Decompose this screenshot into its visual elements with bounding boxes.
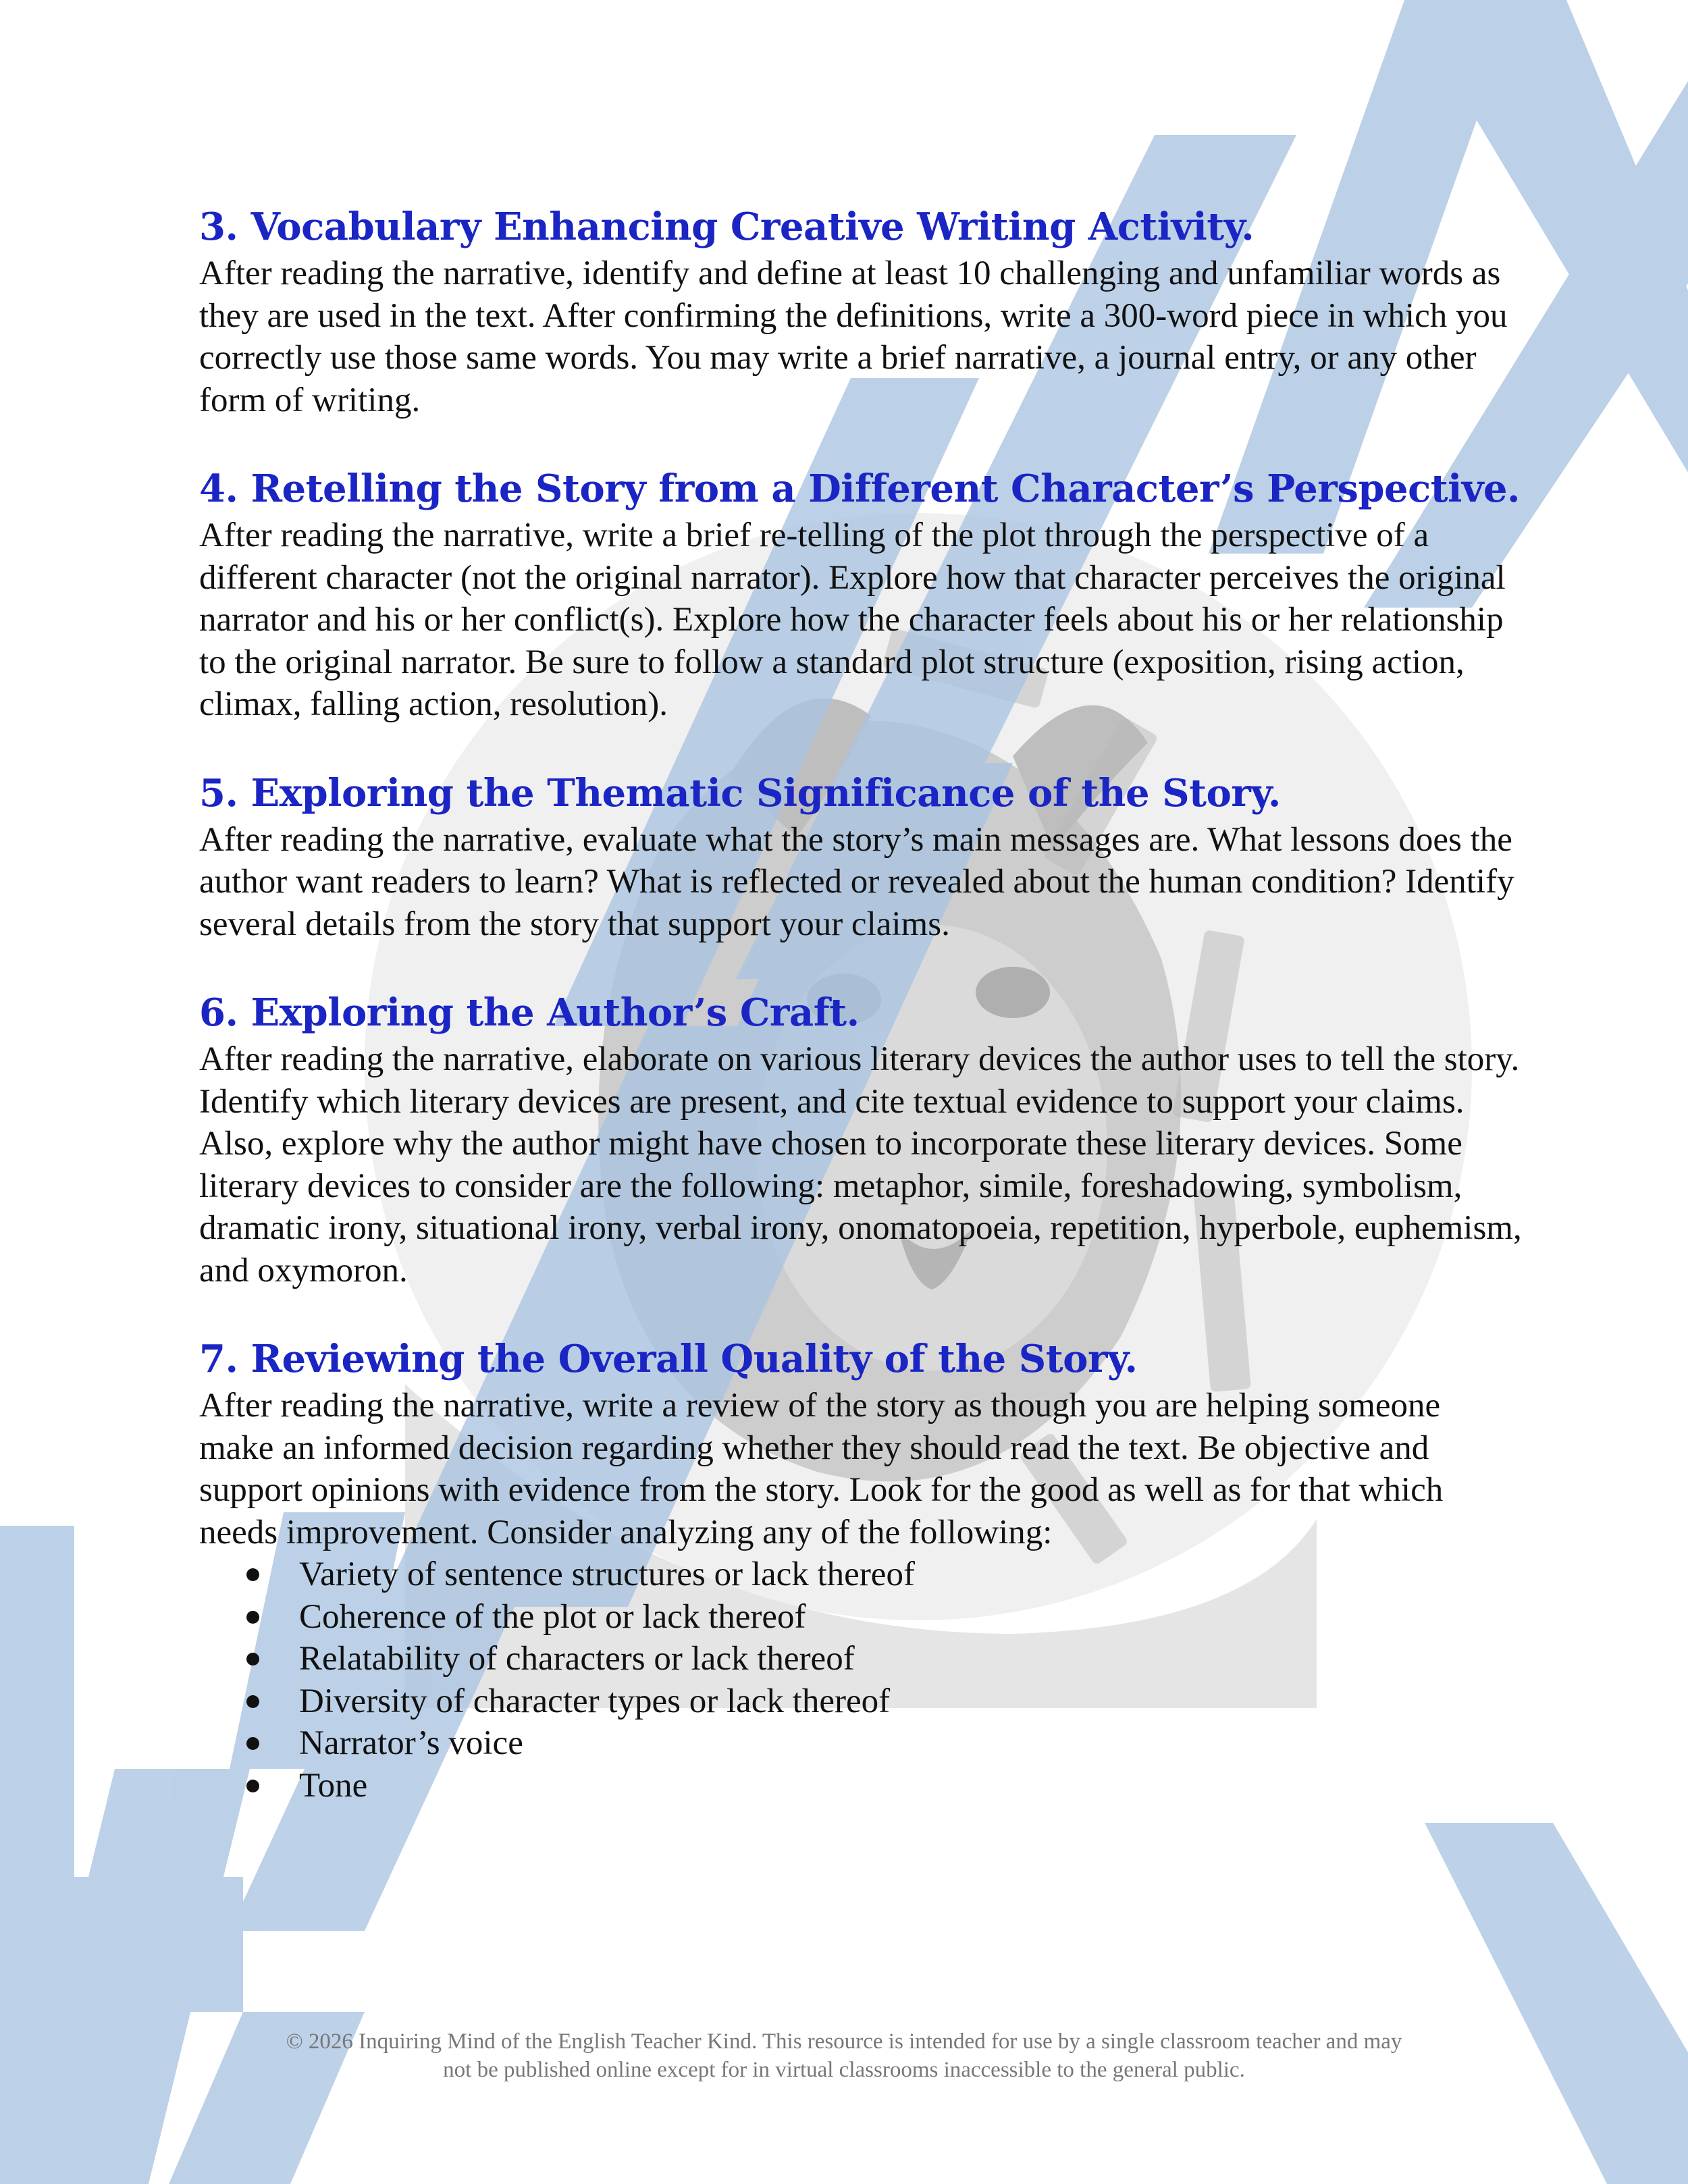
bullet-icon <box>246 1780 259 1792</box>
activity-title-4: 4. Retelling the Story from a Different Character’s Perspective. <box>199 467 1521 511</box>
activity-body-6: After reading the narrative, elaborate on various literary devices the author uses to tell the story. Identify which literary devices are present, and cite textual evidence to support your claims. Also, explore why the author might have chosen to incorporate these literary devices. Some literary devices to consider are the following: metaphor, simile, foreshadowing, symbolism, dramatic irony, situational irony, verbal irony, onomatopoeia, repetition, hyperbole, euphemism, and oxymoron. <box>199 1040 1522 1289</box>
bullet-icon <box>246 1611 259 1624</box>
list-item-text: Variety of sentence structures or lack thereof <box>299 1555 915 1593</box>
bullet-icon <box>246 1568 259 1581</box>
activity-section-3 <box>199 201 1523 421</box>
copyright-line-2: not be published online except for in virtual classrooms inaccessible to the general public. <box>443 2058 1245 2082</box>
list-item <box>246 1553 1523 1596</box>
list-item-text: Diversity of character types or lack thereof <box>299 1682 891 1720</box>
review-criteria-list <box>199 1553 1523 1807</box>
activity-title-7: 7. Reviewing the Overall Quality of the Story. <box>199 1337 1138 1381</box>
activity-body-3: After reading the narrative, identify and define at least 10 challenging and unfamiliar words as they are used in the text. After confirming the definitions, write a 300-word piece in which you correctly use those same words. You may write a brief narrative, a journal entry, or any other form of writing. <box>199 255 1508 419</box>
activity-section-6 <box>199 987 1523 1291</box>
list-item <box>246 1680 1523 1723</box>
activity-title-3: 3. Vocabulary Enhancing Creative Writing Activity. <box>199 205 1255 249</box>
activities-content <box>199 201 1523 1848</box>
bullet-icon <box>246 1653 259 1666</box>
copyright-line-1: © 2026 Inquiring Mind of the English Teacher Kind. This resource is intended for use by a single classroom teacher and may <box>286 2029 1402 2054</box>
activity-body-7: After reading the narrative, write a review of the story as though you are helping someone make an informed decision regarding whether they should read the text. Be objective and support opinions with evidence from the story. Look for the good as well as for that which needs improvement. Consider analyzing any of the following: <box>199 1387 1444 1551</box>
list-item-text: Relatability of characters or lack thereof <box>299 1640 855 1678</box>
list-item <box>246 1638 1523 1680</box>
copyright-footer <box>169 2027 1519 2084</box>
activity-title-5: 5. Exploring the Thematic Significance of the Story. <box>199 770 1281 816</box>
list-item-text: Coherence of the plot or lack thereof <box>299 1597 806 1636</box>
bullet-icon <box>246 1695 259 1708</box>
activity-body-4: After reading the narrative, write a brief re-telling of the plot through the perspective of a different character (not the original narrator). Explore how that character perceives the original narrator and his or her conflict(s). Explore how the character feels about his or her relationship to the original narrator. Be sure to follow a standard plot structure (exposition, rising action, climax, falling action, resolution). <box>199 516 1506 723</box>
activity-body-5: After reading the narrative, evaluate what the story’s main messages are. What lessons does the author want readers to learn? What is reflected or revealed about the human condition? Identify several details from the story that support your claims. <box>199 820 1514 943</box>
activity-section-7 <box>199 1333 1523 1807</box>
list-item <box>246 1722 1523 1765</box>
activity-section-5 <box>199 768 1523 946</box>
list-item-text: Tone <box>299 1766 368 1805</box>
list-item-text: Narrator’s voice <box>299 1724 523 1762</box>
list-item <box>246 1765 1523 1807</box>
list-item <box>246 1596 1523 1639</box>
bullet-icon <box>246 1737 259 1750</box>
activity-section-4 <box>199 463 1523 726</box>
activity-title-6: 6. Exploring the Author’s Craft. <box>199 990 860 1035</box>
